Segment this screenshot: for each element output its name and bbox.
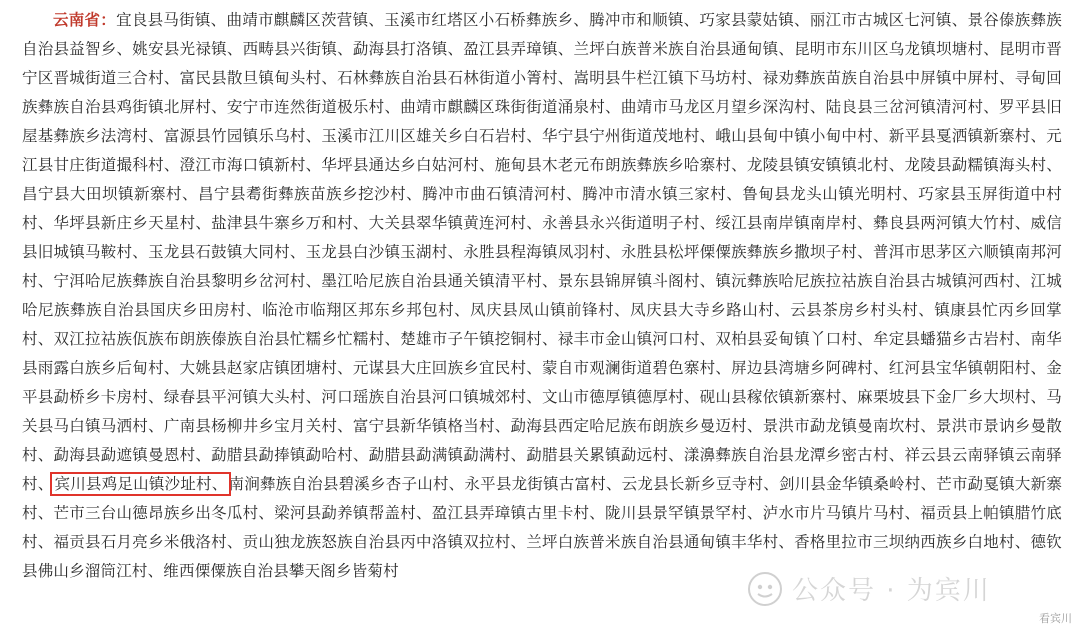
watermark-text: 公众号 · 为宾川 [792,576,991,606]
highlighted-village: 宾川县鸡足山镇沙址村、 [54,475,228,493]
village-list-part-1: 宜良县马街镇、曲靖市麒麟区茨营镇、玉溪市红塔区小石桥彝族乡、腾冲市和顺镇、巧家县蒙姑镇、丽江市古城区七河镇、景谷傣族彝族自治县益智乡、姚安县光禄镇、西畴县兴街镇、勐海县打洛镇、盈江县弄璋镇、兰坪白族普米族自治县通甸镇、昆明市东川区乌龙镇坝塘村、昆明市晋宁区晋城街道三合村、富民县散旦镇甸头村、石林彝族自治县石林街道小箐村、嵩明县牛栏江镇下马坊村、禄劝彝族苗族自治县中屏镇中屏村、寻甸回族彝族自治县鸡街镇北屏村、安宁市连然街道极乐村、曲靖市麒麟区珠街街道涌泉村、曲靖市马龙区月望乡深沟村、陆良县三岔河镇清河村、罗平县旧屋基彝族乡法湾村、富源县竹园镇乐乌村、玉溪市江川区雄关乡白石岩村、华宁县宁州街道茂地村、峨山县甸中镇小甸中村、新平县戛洒镇新寨村、元江县甘庄街道撮科村、澄江市海口镇新村、华坪县通达乡白姑河村、施甸县木老元布朗族彝族乡哈寨村、龙陵县镇安镇镇北村、龙陵县勐糯镇海头村、昌宁县大田坝镇新寨村、昌宁县耈街彝族苗族乡挖沙村、腾冲市曲石镇清河村、腾冲市清水镇三家村、鲁甸县龙头山镇光明村、巧家县玉屏街道中村村、华坪县新庄乡天星村、盐津县牛寨乡万和村、大关县翠华镇黄连河村、永善县永兴街道明子村、绥江县南岸镇南岸村、彝良县两河镇大竹村、威信县旧城镇马鞍村、玉龙县石鼓镇大同村、玉龙县白沙镇玉湖村、永胜县程海镇凤羽村、永胜县松坪傈僳族彝族乡撒坝子村、普洱市思茅区六顺镇南邦河村、宁洱哈尼族彝族自治县黎明乡岔河村、墨江哈尼族自治县通关镇清平村、景东县锦屏镇斗阁村、镇沅彝族哈尼族拉祜族自治县古城镇河西村、江城哈尼族彝族自治县国庆乡田房村、临沧市临翔区邦东乡邦包村、凤庆县凤山镇前锋村、凤庆县大寺乡路山村、云县茶房乡村头村、镇康县忙丙乡回掌村、双江拉祜族佤族布朗族傣族自治县忙糯乡忙糯村、楚雄市子午镇挖铜村、禄丰市金山镇河口村、双柏县妥甸镇丫口村、牟定县蟠猫乡古岩村、南华县雨露白族乡后甸村、大姚县赵家店镇团塘村、元谋县大庄回族乡宜民村、蒙自市观澜街道碧色寨村、屏边县湾塘乡阿碑村、红河县宝华镇朝阳村、金平县勐桥乡卡房村、绿春县平河镇大头村、河口瑶族自治县河口镇城郊村、文山市德厚镇德厚村、砚山县稼依镇新寨村、麻栗坡县下金厂乡大坝村、马关县马白镇马洒村、广南县杨柳井乡宝月关村、富宁县新华镇格当村、勐海县西定哈尼族布朗族乡曼迈村、景洪市勐龙镇曼南坎村、景洪市景讷乡曼散村、勐海县勐遮镇曼恩村、勐腊县勐捧镇勐哈村、勐腊县勐满镇勐满村、勐腊县关累镇勐远村、漾濞彝族自治县龙潭乡密古村、祥云县云南驿镇云南驿村、 [22,11,1062,493]
province-label: 云南省： [53,11,117,29]
article-paragraph [22,6,1062,586]
village-list-part-2: 南涧彝族自治县碧溪乡杏子山村、永平县龙街镇古富村、云龙县长新乡豆寺村、剑川县金华镇桑岭村、芒市勐戛镇大新寨村、芒市三台山德昂族乡出冬瓜村、梁河县勐养镇帮盖村、盈江县弄璋镇古里卡村、陇川县景罕镇景罕村、泸水市片马镇片马村、福贡县上帕镇腊竹底村、福贡县石月亮乡米俄洛村、贡山独龙族怒族自治县丙中洛镇双拉村、兰坪白族普米族自治县通甸镇丰华村、香格里拉市三坝纳西族乡白地村、德钦县佛山乡溜筒江村、维西傈僳族自治县攀天阁乡皆菊村 [22,475,1063,580]
corner-tag: 看宾川 [1039,612,1072,625]
